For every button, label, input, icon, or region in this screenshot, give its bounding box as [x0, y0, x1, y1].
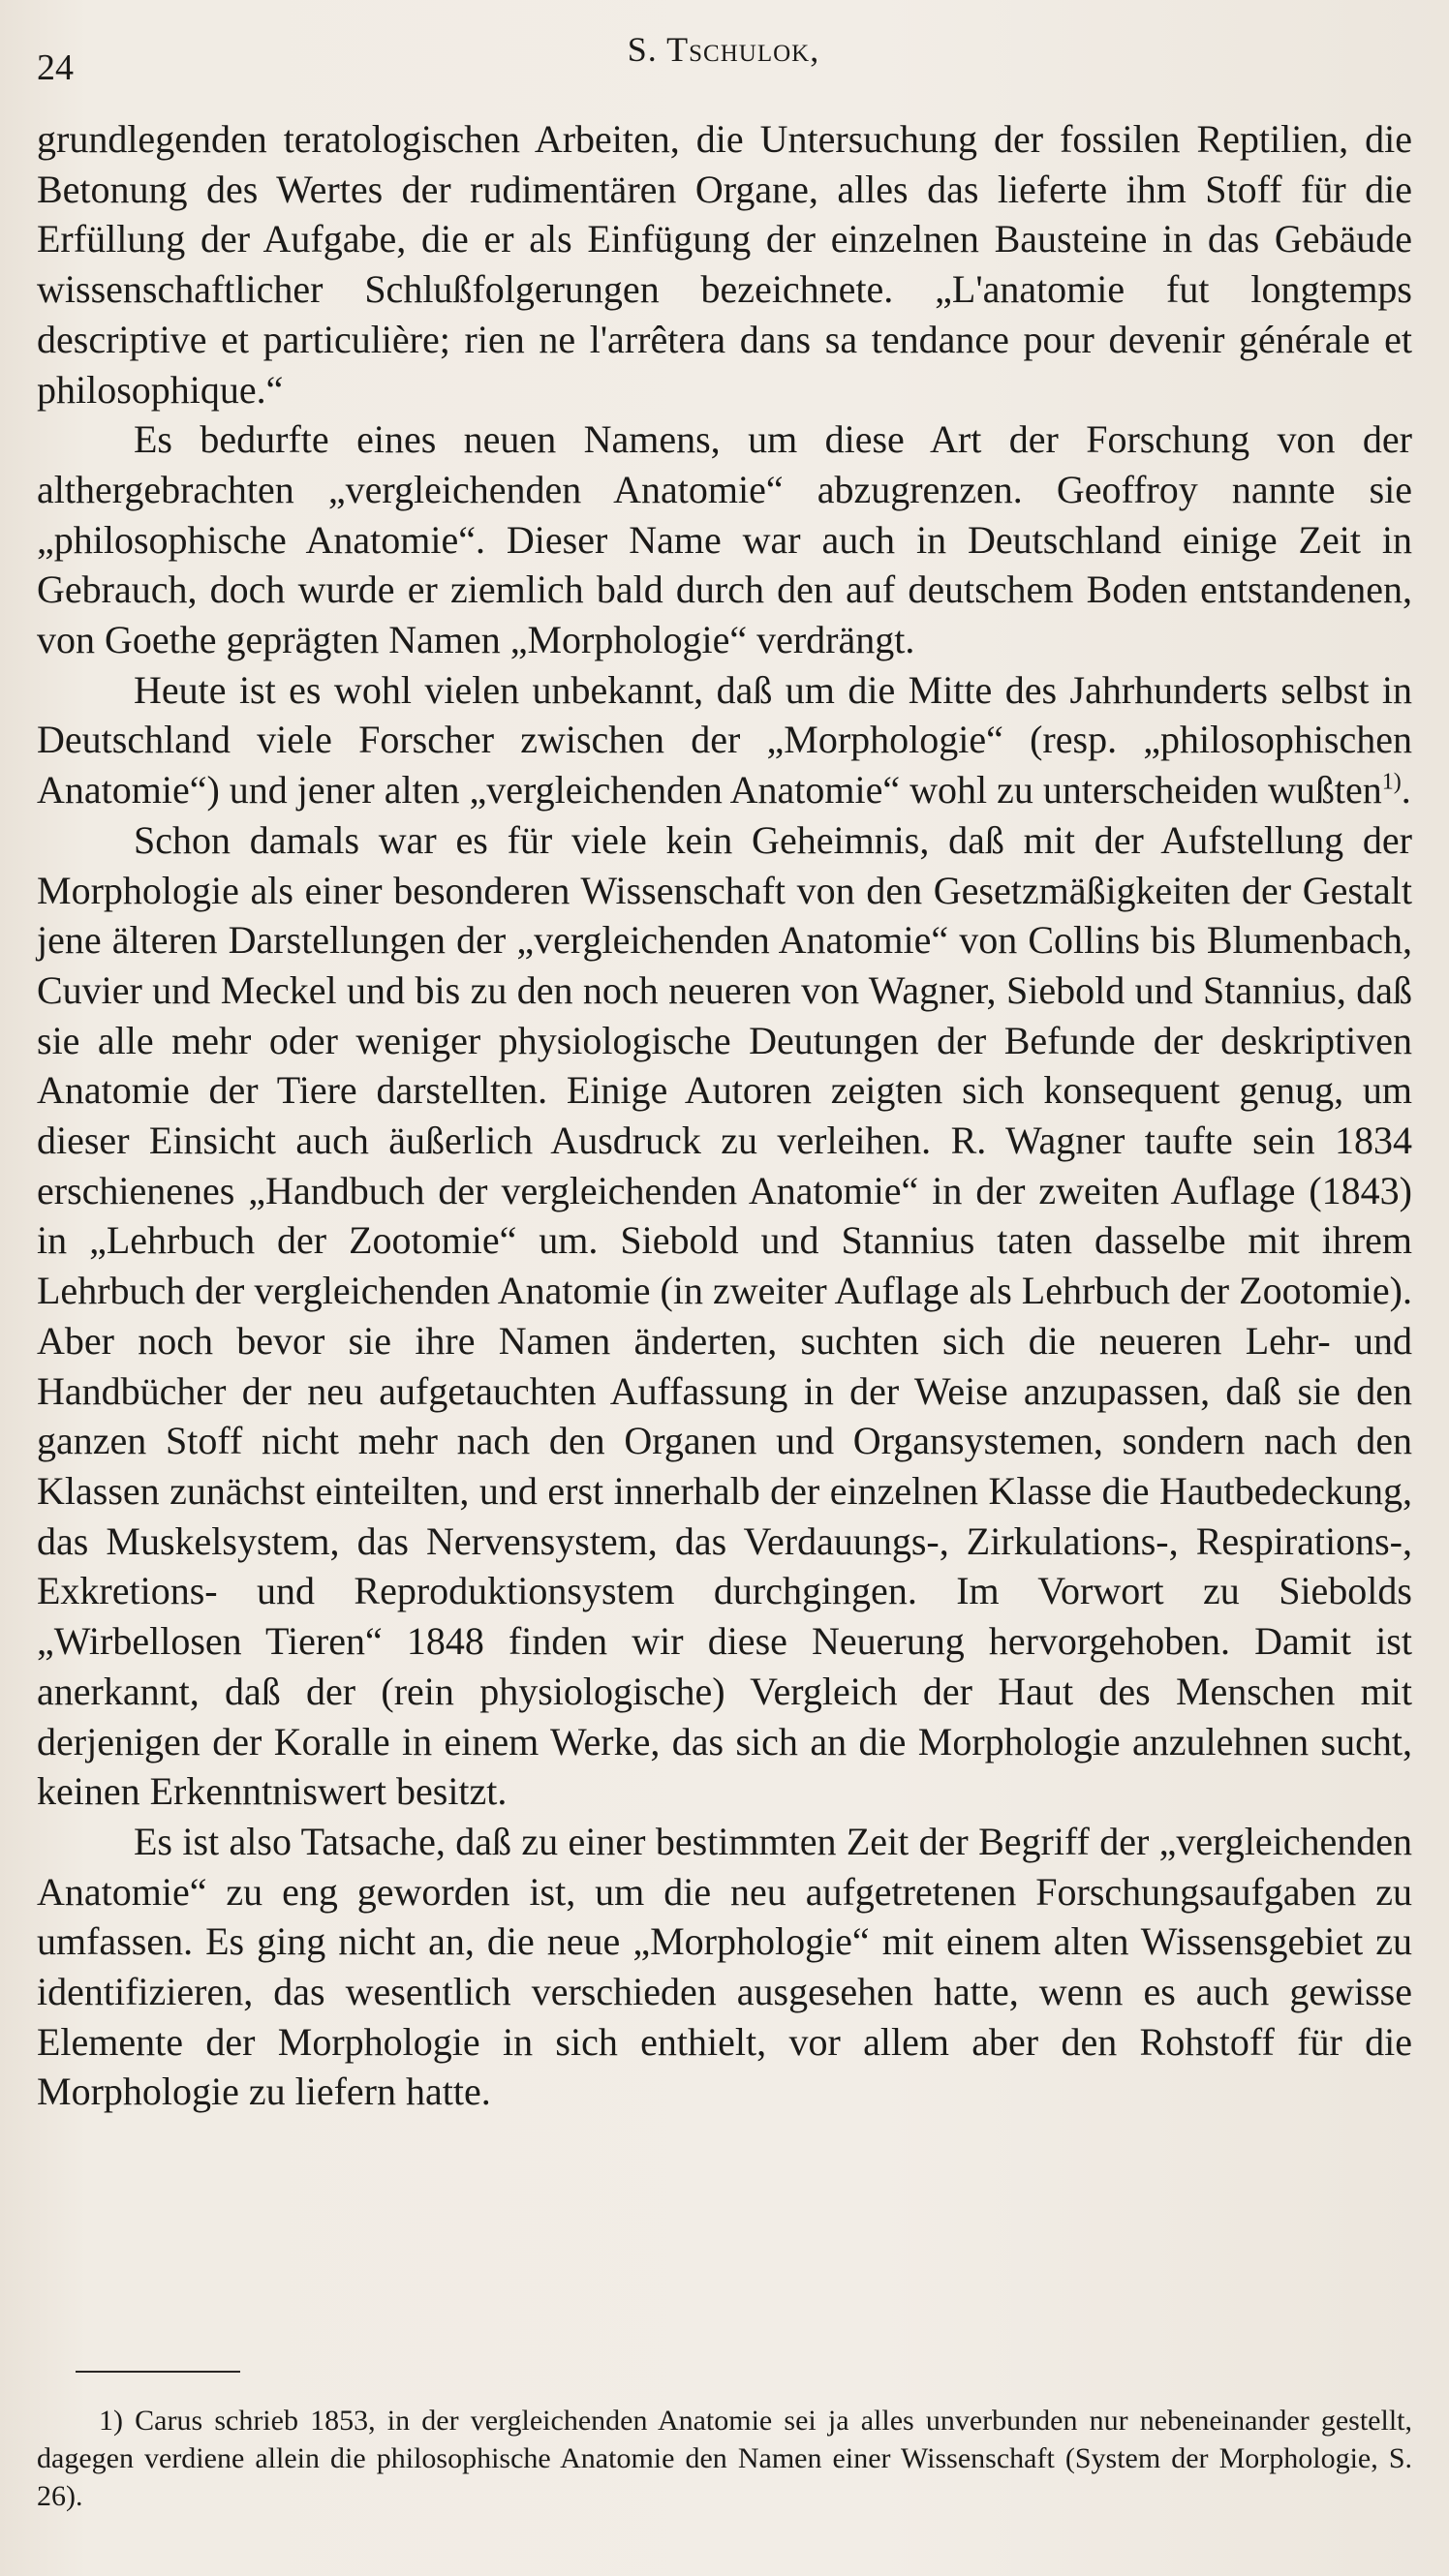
paragraph-3-end: .	[1401, 768, 1411, 813]
footnote	[37, 2402, 1412, 2515]
body-text	[37, 114, 1412, 2117]
running-head: S. Tschulok,	[627, 30, 820, 69]
paragraph-3-text: Heute ist es wohl vielen unbekannt, daß um die Mitte des Jahrhunderts selbst in Deutschland viele Forscher zwischen der „Morphologie“ (resp. „philosophischen Anatomie“) und jener alten „vergleichenden Anatomie“ wohl zu unterscheiden wußten	[37, 667, 1412, 813]
paragraph-3	[37, 665, 1412, 815]
footnote-reference: 1)	[1381, 769, 1402, 795]
footnote-text: Carus schrieb 1853, in der vergleichenden Anatomie sei ja alles unverbunden nur nebeneinander gestellt, dagegen verdiene allein die philosophische Anatomie den Namen einer Wissenschaft (System der Morphologie, S. 26).	[37, 2405, 1413, 2512]
footnote-divider	[76, 2371, 240, 2373]
footnote-marker: 1)	[99, 2405, 123, 2437]
paragraph-5: Es ist also Tatsache, daß zu einer bestimmten Zeit der Begriff der „vergleichenden Anatomie“ zu eng geworden ist, um die neu aufgetretenen Forschungsaufgaben zu umfassen. Es ging nicht an, die neue „Morphologie“ mit einem alten Wissensgebiet zu identifizieren, das wesentlich verschieden ausgesehen hatte, wenn es auch gewisse Elemente der Morphologie in sich enthielt, vor allem aber den Rohstoff für die Morphologie zu liefern hatte.	[37, 1819, 1412, 2114]
paragraph-2: Es bedurfte eines neuen Namens, um diese Art der Forschung von der althergebrachten „vergleichenden Anatomie“ abzugrenzen. Geoffroy nannte sie „philosophische Anatomie“. Dieser Name war auch in Deutschland einige Zeit in Gebrauch, doch wurde er ziemlich bald durch den auf deutschem Boden entstandenen, von Goethe geprägten Namen „Morphologie“ verdrängt.	[37, 417, 1412, 662]
page-number: 24	[37, 47, 74, 88]
paragraph-4: Schon damals war es für viele kein Geheimnis, daß mit der Aufstellung der Morphologie als einer besonderen Wissenschaft von den Gesetzmäßigkeiten der Gestalt jene älteren Darstellungen der „vergleichenden Anatomie“ von Collins bis Blumenbach, Cuvier und Meckel und bis zu den noch neueren von Wagner, Siebold und Stannius, daß sie alle mehr oder weniger physiologische Deutungen der Befunde der deskriptiven Anatomie der Tiere darstellten. Einige Autoren zeigten sich konsequent genug, um dieser Einsicht auch äußerlich Ausdruck zu verleihen. R. Wagner taufte sein 1834 erschienenes „Handbuch der vergleichenden Anatomie“ in der zweiten Auflage (1843) in „Lehrbuch der Zootomie“ um. Siebold und Stannius taten dasselbe mit ihrem Lehrbuch der vergleichenden Anatomie (in zweiter Auflage als Lehrbuch der Zootomie). Aber noch bevor sie ihre Namen änderten, suchten sich die neueren Lehr- und Handbücher der neu aufgetauchten Auffassung in der Weise anzupassen, daß sie den ganzen Stoff nicht mehr nach den Organen und Organsystemen, sondern nach den Klassen zunächst einteilten, und erst innerhalb der einzelnen Klasse die Hautbedeckung, das Muskelsystem, das Nervensystem, das Verdauungs-, Zirkulations-, Respirations-, Exkretions- und Reproduktionsystem durchgingen. Im Vorwort zu Siebolds „Wirbellosen Tieren“ 1848 finden wir diese Neuerung hervorgehoben. Damit ist anerkannt, daß der (rein physiologische) Vergleich der Haut des Menschen mit derjenigen der Koralle in einem Werke, das sich an die Morphologie anzulehnen sucht, keinen Erkenntniswert besitzt.	[37, 817, 1412, 1814]
paragraph-1: grundlegenden teratologischen Arbeiten, die Untersuchung der fossilen Reptilien, die Betonung des Wertes der rudimentären Organe, alles das lieferte ihm Stoff für die Erfüllung der Aufgabe, die er als Einfügung der einzelnen Bausteine in das Gebäude wissenschaftlicher Schlußfolgerungen bezeichnete. „L'anatomie fut longtemps descriptive et particulière; rien ne l'arrêtera dans sa tendance pour devenir générale et philosophique.“	[37, 117, 1412, 412]
page-header	[37, 29, 1410, 87]
